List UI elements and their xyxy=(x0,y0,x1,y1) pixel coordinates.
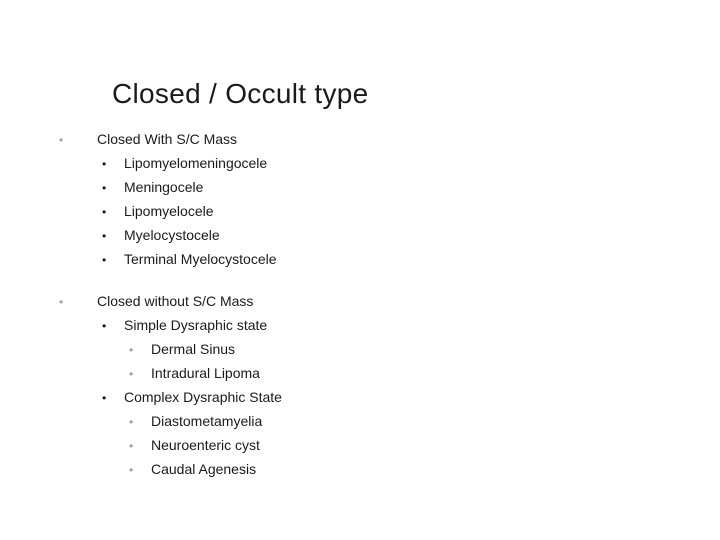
list-item: Meningocele xyxy=(124,179,204,195)
bullet-icon: • xyxy=(102,205,107,219)
list-item: Myelocystocele xyxy=(124,227,220,243)
list-item: Intradural Lipoma xyxy=(151,365,260,381)
bullet-icon: • xyxy=(129,367,134,381)
bullet-icon: • xyxy=(102,253,107,267)
bullet-icon: • xyxy=(102,391,107,405)
bullet-icon: • xyxy=(129,463,134,477)
list-item: Caudal Agenesis xyxy=(151,461,257,477)
section-heading: Closed With S/C Mass xyxy=(97,131,238,147)
list-item: Diastometamyelia xyxy=(151,413,263,429)
bullet-icon: • xyxy=(129,439,134,453)
bullet-icon: • xyxy=(102,319,107,333)
bullet-icon: • xyxy=(102,181,107,195)
list-item: Terminal Myelocystocele xyxy=(124,251,277,267)
section-heading: Closed without S/C Mass xyxy=(97,293,254,309)
group-label: Simple Dysraphic state xyxy=(124,317,268,333)
list-item: Neuroenteric cyst xyxy=(151,437,260,453)
bullet-icon: • xyxy=(59,295,64,309)
bullet-icon: • xyxy=(102,157,107,171)
bullet-icon: • xyxy=(59,133,64,147)
bullet-icon: • xyxy=(129,343,134,357)
bullet-icon: • xyxy=(129,415,134,429)
list-item: Lipomyelomeningocele xyxy=(124,155,268,171)
bullet-icon: • xyxy=(102,229,107,243)
slide-title: Closed / Occult type xyxy=(112,78,369,109)
list-item: Dermal Sinus xyxy=(151,341,236,357)
list-item: Lipomyelocele xyxy=(124,203,214,219)
group-label: Complex Dysraphic State xyxy=(124,389,282,405)
